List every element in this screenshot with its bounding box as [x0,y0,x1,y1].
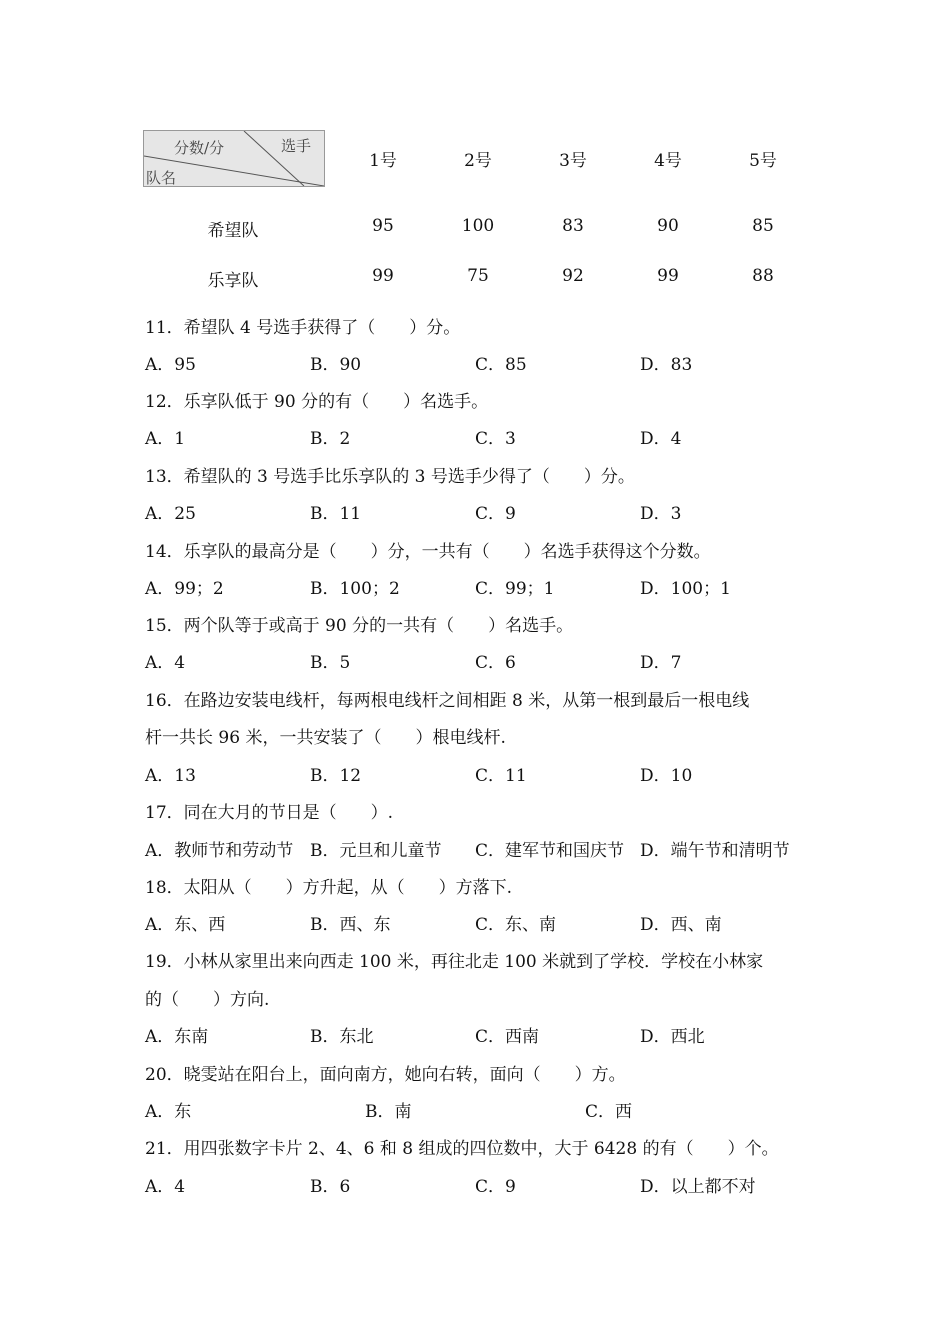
option-c: C．建军节和国庆节 [475,841,625,861]
option-a: A．东、西 [145,915,226,935]
option-b: B．南 [365,1102,412,1122]
option-b: B．12 [310,766,362,786]
option-a: A．教师节和劳动节 [145,841,294,861]
option-a: A．4 [145,653,186,673]
option-d: D．10 [640,766,693,786]
option-c: C．西南 [475,1027,540,1047]
question-stem: 12．乐享队低于 90 分的有（ ）名选手。 [145,392,489,412]
option-c: C．11 [475,766,527,786]
option-b: B．2 [310,429,351,449]
score-cell: 85 [752,216,774,236]
option-d: D．西、南 [640,915,722,935]
score-cell: 100 [461,216,495,236]
option-b: B．100；2 [310,579,400,599]
question-stem: 14．乐享队的最高分是（ ）分，一共有（ ）名选手获得这个分数。 [145,542,711,562]
option-a: A．东南 [145,1027,209,1047]
question-stem: 17．同在大月的节日是（ ）. [145,803,394,823]
option-d: D．100；1 [640,579,731,599]
option-d: D．端午节和清明节 [640,841,790,861]
header-player-2: 2号 [464,151,492,171]
score-cell: 92 [562,266,584,286]
question-stem: 16．在路边安装电线杆，每两根电线杆之间相距 8 米，从第一根到最后一根电线 [145,691,750,711]
score-cell: 99 [657,266,679,286]
option-c: C．9 [475,1177,516,1197]
option-d: D．以上都不对 [640,1177,756,1197]
question-stem: 11．希望队 4 号选手获得了（ ）分。 [145,318,461,338]
option-b: B．元旦和儿童节 [310,841,442,861]
option-c: C．9 [475,504,516,524]
score-cell: 83 [562,216,584,236]
score-cell: 88 [752,266,774,286]
option-c: C．99；1 [475,579,555,599]
score-cell: 95 [372,216,394,236]
option-c: C．6 [475,653,516,673]
header-player-4: 4号 [654,151,682,171]
option-b: B．6 [310,1177,351,1197]
question-stem: 20．晓雯站在阳台上，面向南方，她向右转，面向（ ）方。 [145,1065,626,1085]
option-d: D．4 [640,429,682,449]
option-a: A．4 [145,1177,186,1197]
option-d: D．83 [640,355,693,375]
option-a: A．99；2 [145,579,224,599]
option-a: A．95 [145,355,196,375]
corner-label-player: 选手 [281,137,312,155]
question-stem: 19．小林从家里出来向西走 100 米，再往北走 100 米就到了学校．学校在小林家 [145,952,764,972]
header-player-1: 1号 [369,151,397,171]
option-b: B．11 [310,504,362,524]
option-a: A．1 [145,429,186,449]
option-c: C．东、南 [475,915,557,935]
option-b: B．西、东 [310,915,391,935]
corner-label-team: 队名 [146,169,177,187]
corner-label-score: 分数/分 [174,139,225,157]
header-player-3: 3号 [559,151,587,171]
option-b: B．东北 [310,1027,374,1047]
score-cell: 75 [467,266,489,286]
question-stem: 21．用四张数字卡片 2、4、6 和 8 组成的四位数中，大于 6428 的有（ ）个。 [145,1139,779,1159]
question-stem-continued: 的（ ）方向. [145,990,270,1010]
option-a: A．东 [145,1102,192,1122]
score-cell: 99 [372,266,394,286]
option-a: A．13 [145,766,196,786]
question-stem: 18．太阳从（ ）方升起，从（ ）方落下. [145,878,513,898]
question-stem: 15．两个队等于或高于 90 分的一共有（ ）名选手。 [145,616,574,636]
option-d: D．7 [640,653,682,673]
diagonal-header-cell [143,130,325,187]
question-stem-continued: 杆一共长 96 米，一共安装了（ ）根电线杆. [145,728,506,748]
team-name: 希望队 [207,221,259,241]
option-b: B．90 [310,355,362,375]
question-stem: 13．希望队的 3 号选手比乐享队的 3 号选手少得了（ ）分。 [145,467,635,487]
option-c: C．3 [475,429,516,449]
option-d: D．3 [640,504,682,524]
option-b: B．5 [310,653,351,673]
team-name: 乐享队 [207,271,259,291]
score-cell: 90 [657,216,679,236]
option-a: A．25 [145,504,196,524]
header-player-5: 5号 [749,151,777,171]
option-d: D．西北 [640,1027,705,1047]
option-c: C．西 [585,1102,633,1122]
option-c: C．85 [475,355,527,375]
